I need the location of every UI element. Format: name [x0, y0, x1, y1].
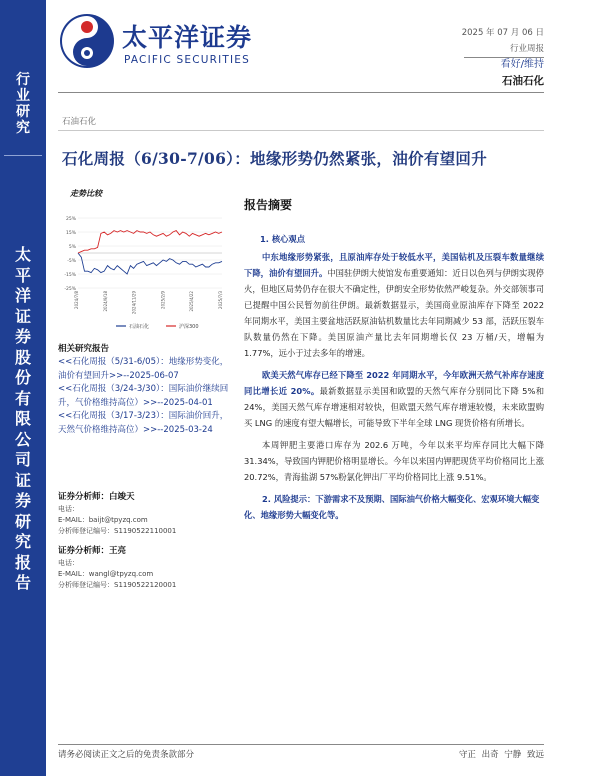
left-column [58, 188, 236, 589]
band-company-char: 券 [14, 491, 31, 510]
breadcrumb-divider [58, 130, 544, 131]
perf-chart-title: 走势比较 [70, 189, 102, 198]
related-report-link[interactable]: <<石化周报（5/31-6/05）：地缘形势变化，油价有望回升>>--2025-06-07 [58, 357, 229, 381]
band-category-char: 行 [16, 72, 30, 88]
footer-divider [58, 744, 544, 745]
section-core-view: 1. 核心观点 [260, 234, 306, 244]
company-logo [58, 12, 318, 72]
y-tick-label: -15% [64, 273, 76, 278]
x-tick-label: 2025/2/9 [160, 291, 166, 309]
logo-text-en: PACIFIC SECURITIES [124, 54, 251, 66]
analyst-name: 证券分析师：白竣天 [58, 492, 135, 502]
band-company-char: 洋 [14, 286, 31, 305]
band-category-char: 研 [16, 104, 30, 120]
band-divider [4, 155, 42, 156]
paragraph-2-body: 最新数据显示美国和欧盟的天然气库存分别同比下降 5%和 24%，美国天然气库存增速相对较快，但欧盟天然气库存增速较慢，未来欧盟购买 LNG 的速度有望大幅增长，可能导致下半年全球 LNG 现货价格有所增长。 [244, 386, 544, 428]
abstract-title: 报告摘要 [244, 198, 293, 212]
x-tick-label: 2024/11/29 [131, 291, 137, 315]
band-company-char: 有 [14, 388, 31, 408]
header-meta [462, 26, 544, 54]
analyst-email[interactable]: E-MAIL：baijt@tpyzq.com [58, 516, 148, 524]
paragraph-2 [244, 367, 544, 431]
band-category-char: 究 [16, 120, 30, 136]
header-divider [58, 92, 544, 93]
x-tick-label: 2024/7/8 [74, 291, 79, 309]
x-tick-label: 2025/4/22 [189, 291, 195, 312]
side-band [0, 0, 46, 776]
band-category-char: 业 [16, 88, 30, 104]
performance-chart [58, 210, 236, 334]
report-type: 行业周报 [509, 44, 544, 54]
x-tick-label: 2025/7/3 [218, 291, 223, 309]
related-report-link[interactable]: <<石化周报（3/24-3/30）：国际油价继续回升，气价格维持高位）>>--2025-04-01 [58, 384, 229, 408]
paragraph-1 [244, 249, 544, 361]
related-list [58, 356, 236, 438]
y-tick-label: 5% [68, 245, 76, 250]
band-company-char: 公 [14, 429, 31, 449]
x-tick-label: 2024/9/18 [102, 291, 108, 312]
paragraph-1-highlight: 中东地缘形势紧张，且原油库存处于较低水平，美国钻机及压裂车数量继续下降，油价有望回升。 [244, 252, 544, 278]
industry-name: 石油石化 [502, 75, 544, 87]
related-report-link[interactable]: <<石化周报（3/17-3/23）：国际油价回升，天然气价格维持高位）>>--2025-03-24 [58, 411, 229, 435]
band-company-char: 研 [14, 511, 31, 531]
band-category [0, 72, 46, 136]
band-company-char: 份 [14, 368, 31, 387]
page-title: 石化周报（6/30-7/06）：地缘形势仍然紧张，油价有望回升 [62, 149, 488, 168]
y-tick-label: 15% [65, 231, 76, 236]
footer-disclaimer: 请务必阅读正文之后的免责条款部分 [58, 750, 195, 760]
rating: 看好/维持 [500, 59, 544, 70]
logo-text-cn: 太平洋证券 [122, 23, 253, 52]
breadcrumb: 石油石化 [62, 117, 97, 127]
analyst-1 [58, 490, 236, 537]
y-tick-label: -25% [64, 287, 76, 292]
band-company-char: 证 [14, 306, 31, 326]
series-line-1 [78, 253, 222, 274]
band-company-char: 究 [14, 532, 31, 551]
section-risk: 2. 风险提示：下游需求不及预期、国际油气价格大幅变化、宏观环境大幅变化、地缘形势大幅变化等。 [244, 494, 540, 520]
band-company [0, 245, 46, 594]
band-company-char: 证 [14, 470, 31, 490]
related-title: 相关研究报告 [58, 344, 110, 354]
band-company-char: 报 [14, 552, 31, 572]
report-date: 2025 年 07 月 06 日 [461, 28, 544, 38]
analyst-name: 证券分析师：王亮 [58, 546, 127, 556]
analyst-phone: 电话： [58, 559, 79, 567]
analyst-phone: 电话： [58, 505, 79, 513]
analyst-email[interactable]: E-MAIL：wangl@tpyzq.com [58, 570, 154, 578]
y-tick-label: -5% [67, 259, 76, 264]
paragraph-2-highlight: 欧美天然气库存已经下降至 2022 年同期水平，今年欧洲天然气补库存速度同比增长近 20%。 [244, 370, 544, 396]
y-tick-label: 25% [65, 217, 76, 222]
abstract-column [244, 196, 544, 523]
analyst-cert: 分析师登记编号：S1190522120001 [58, 581, 177, 589]
band-company-char: 太 [14, 245, 31, 264]
band-company-char: 告 [14, 573, 31, 592]
band-company-char: 券 [14, 327, 31, 346]
paragraph-3: 本周钾肥主要港口库存为 202.6 万吨，今年以来平均库存同比大幅下降 31.34%，导致国内钾肥价格明显增长。今年以来国内钾肥现货平均价格同比上涨 20.72%，青海盐湖 57%粉氯化钾出厂平均价格同比上涨 9.51%。 [244, 440, 544, 482]
band-company-char: 限 [14, 409, 31, 428]
series-line-2 [78, 231, 222, 253]
analyst-cert: 分析师登记编号：S1190522110001 [58, 527, 177, 535]
legend-label: 石油石化 [129, 323, 150, 330]
analyst-2 [58, 544, 236, 591]
logo-mark-icon [58, 12, 116, 70]
footer-motto: 守正 出奇 宁静 致远 [458, 750, 544, 760]
paragraph-1-body: 中国驻伊朗大使馆发布重要通知：近日以色列与伊朗实现停火，但地区局势仍存在很大不确定性，伊朗安全形势依然严峻复杂。外交部领事司已提醒中国公民暂勿前往伊朗。最新数据显示，美国商业原油库存下降至 2022 年同期水平，美国主要盆地活跃原油钻机数量比去年同期减少 53 部，活跃压裂车队数量仍然在下降。美国原油产量比去年同期增长仅 23 万桶/天，增幅为 1.77%，远小于过去多年的增速。 [244, 268, 544, 358]
legend-label: 沪深300 [179, 323, 199, 330]
band-company-char: 司 [14, 450, 31, 469]
band-company-char: 平 [14, 265, 31, 285]
band-company-char: 股 [14, 347, 31, 367]
